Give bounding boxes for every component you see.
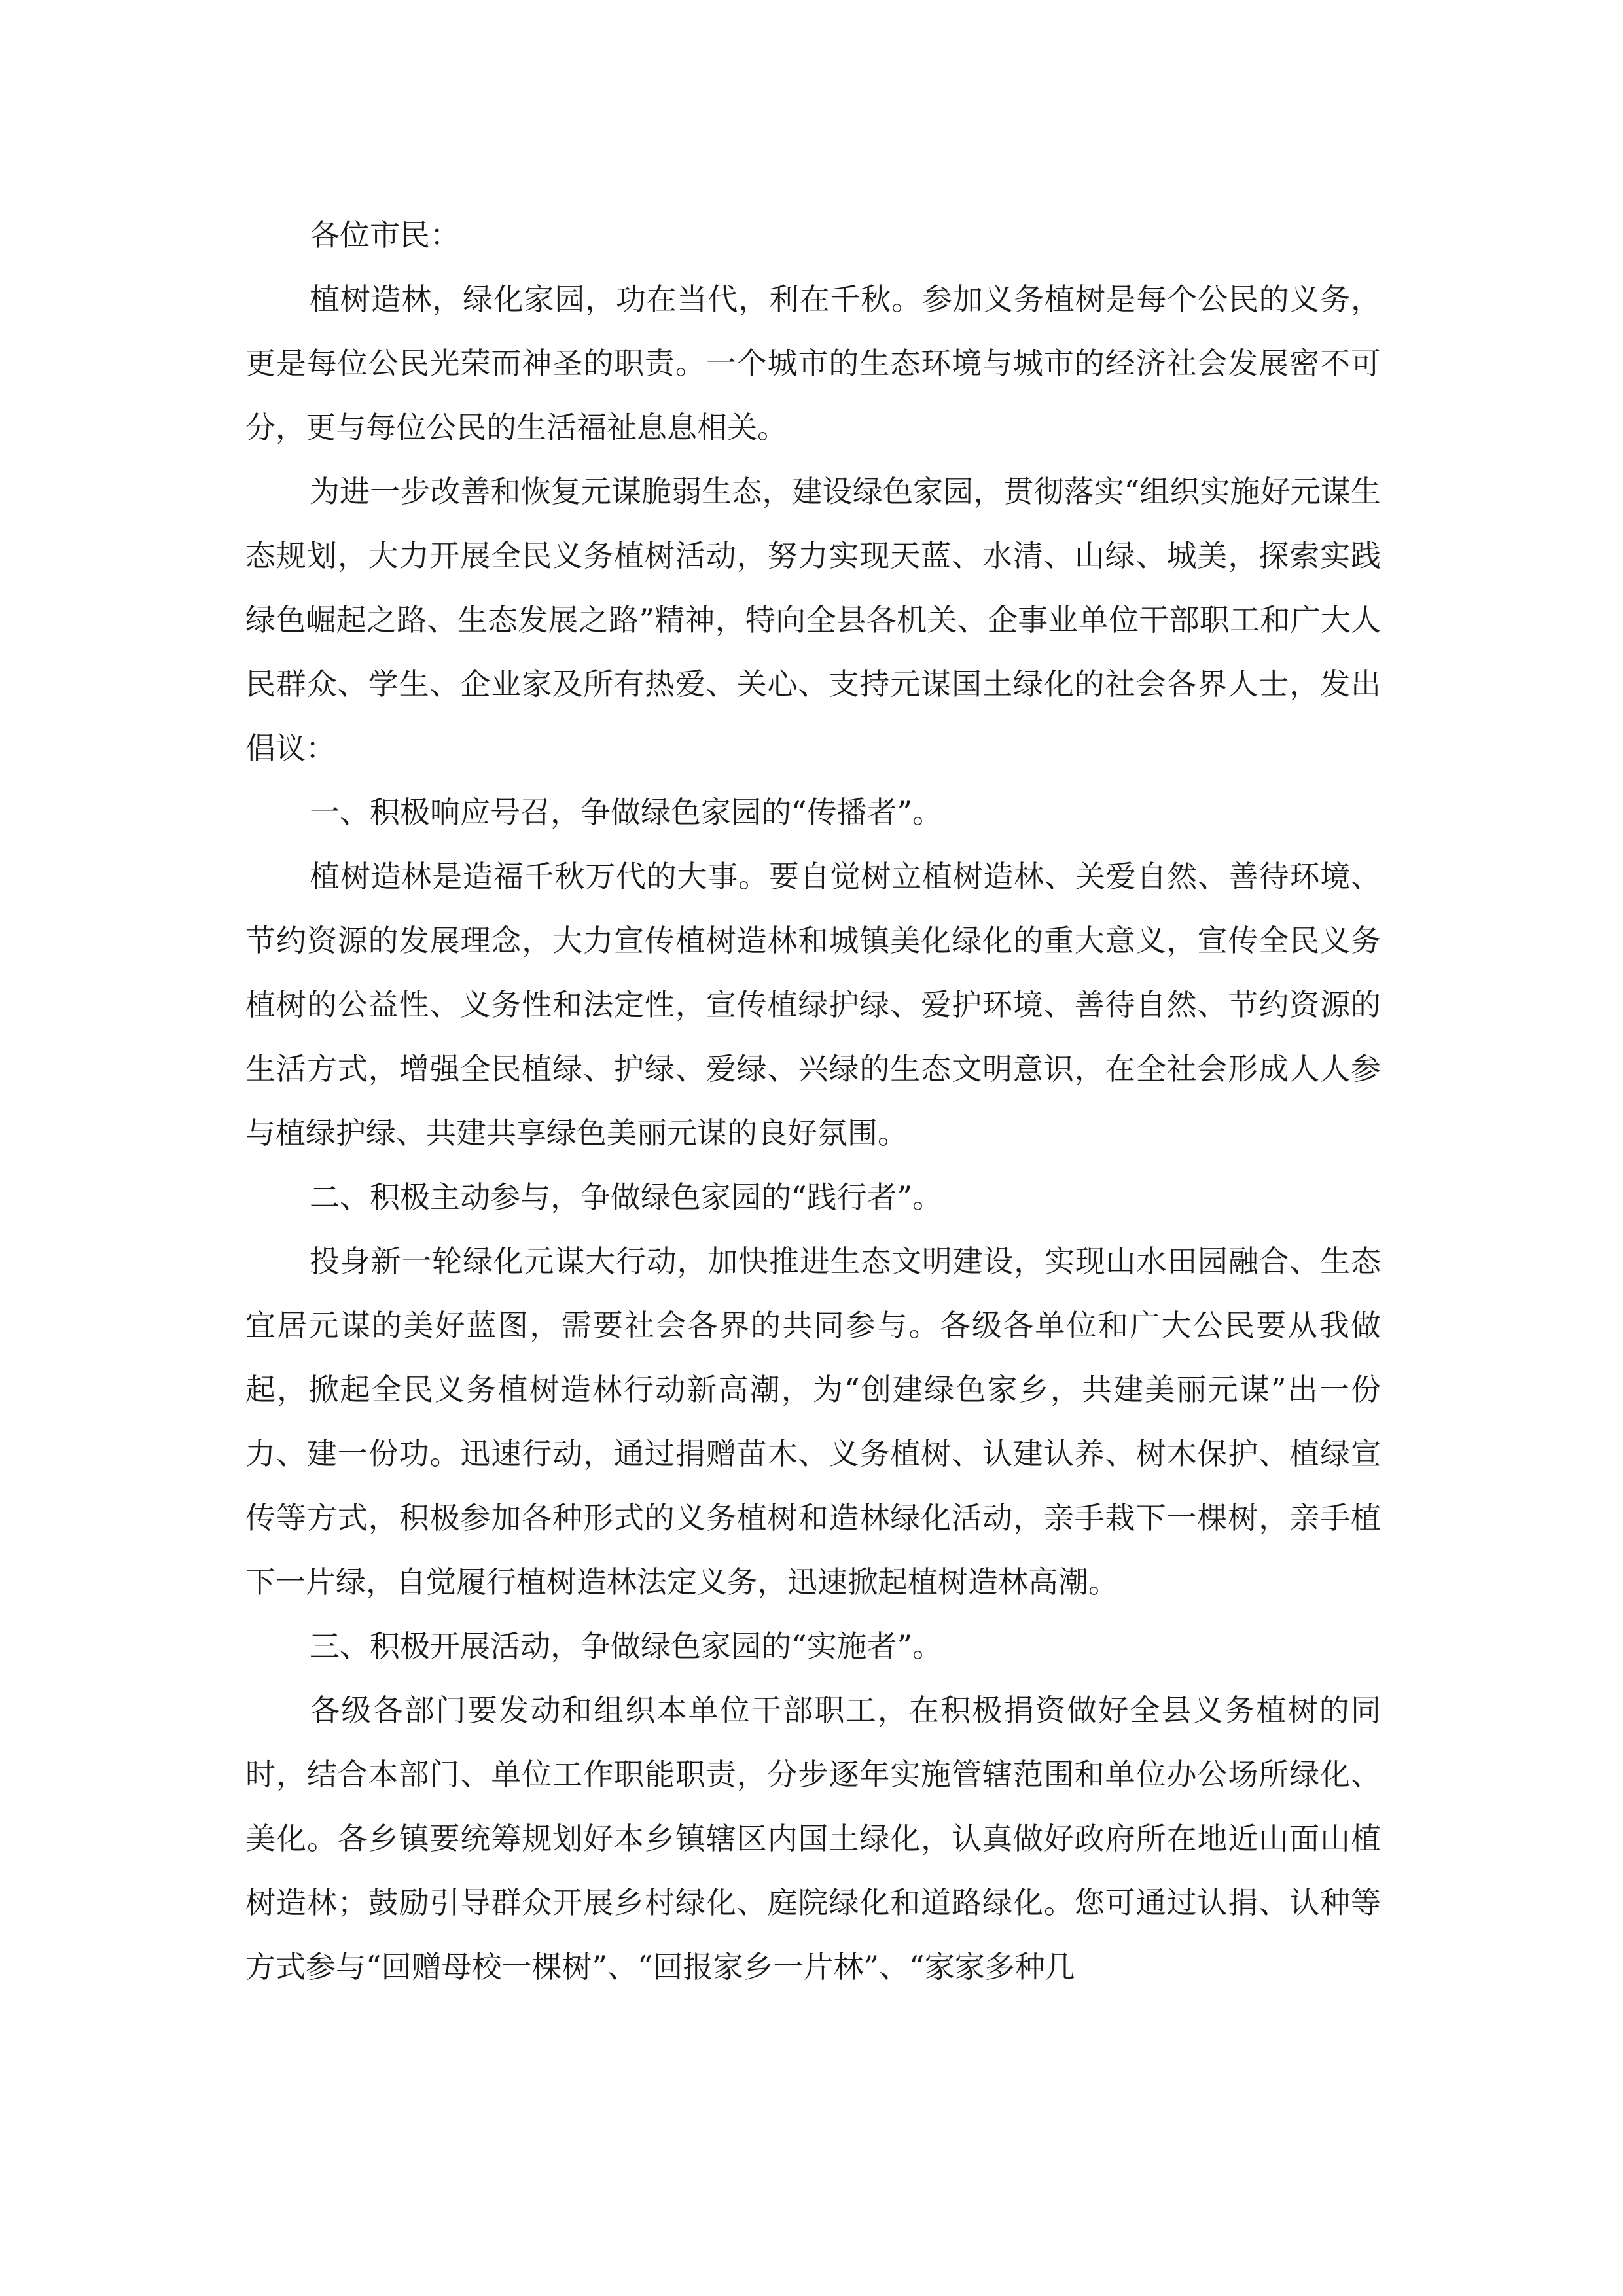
paragraph: 各级各部门要发动和组织本单位干部职工，在积极捐资做好全县义务植树的同时，结合本部门、单位工作职能职责，分步逐年实施管辖范围和单位办公场所绿化、美化。各乡镇要统筹规划好本乡镇辖区内国土绿化，认真做好政府所在地近山面山植树造林；鼓励引导群众开展乡村绿化、庭院绿化和道路绿化。您可通过认捐、认种等方式参与“回赠母校一棵树”、“回报家乡一片林”、“家家多种几 — [245, 1693, 1381, 1984]
paragraph: 植树造林是造福千秋万代的大事。要自觉树立植树造林、关爱自然、善待环境、节约资源的发展理念，大力宣传植树造林和城镇美化绿化的重大意义，宣传全民义务植树的公益性、义务性和法定性，宣传植绿护绿、爱护环境、善待自然、节约资源的生活方式，增强全民植绿、护绿、爱绿、兴绿的生态文明意识，在全社会形成人人参与植绿护绿、共建共享绿色美丽元谋的良好氛围。 — [245, 859, 1381, 1151]
paragraph: 植树造林，绿化家园，功在当代，利在千秋。参加义务植树是每个公民的义务，更是每位公民光荣而神圣的职责。一个城市的生态环境与城市的经济社会发展密不可分，更与每位公民的生活福祉息息相关。 — [245, 281, 1381, 445]
paragraph: 为进一步改善和恢复元谋脆弱生态，建设绿色家园，贯彻落实“组织实施好元谋生态规划，大力开展全民义务植树活动，努力实现天蓝、水清、山绿、城美，探索实践绿色崛起之路、生态发展之路”精神，特向全县各机关、企事业单位干部职工和广大人民群众、学生、企业家及所有热爱、关心、支持元谋国土绿化的社会各界人士，发出倡议： — [245, 474, 1381, 766]
paragraph: 投身新一轮绿化元谋大行动，加快推进生态文明建设，实现山水田园融合、生态宜居元谋的美好蓝图，需要社会各界的共同参与。各级各单位和广大公民要从我做起，掀起全民义务植树造林行动新高潮，为“创建绿色家乡，共建美丽元谋”出一份力、建一份功。迅速行动，通过捐赠苗木、义务植树、认建认养、树木保护、植绿宣传等方式，积极参加各种形式的义务植树和造林绿化活动，亲手栽下一棵树，亲手植下一片绿，自觉履行植树造林法定义务，迅速掀起植树造林高潮。 — [245, 1244, 1381, 1600]
section-heading: 三、积极开展活动，争做绿色家园的“实施者”。 — [310, 1628, 943, 1664]
greeting: 各位市民： — [310, 217, 460, 253]
section-heading: 一、积极响应号召，争做绿色家园的“传播者”。 — [310, 795, 943, 830]
document-page — [245, 203, 1381, 1999]
section-heading: 二、积极主动参与，争做绿色家园的“践行者”。 — [310, 1179, 943, 1215]
